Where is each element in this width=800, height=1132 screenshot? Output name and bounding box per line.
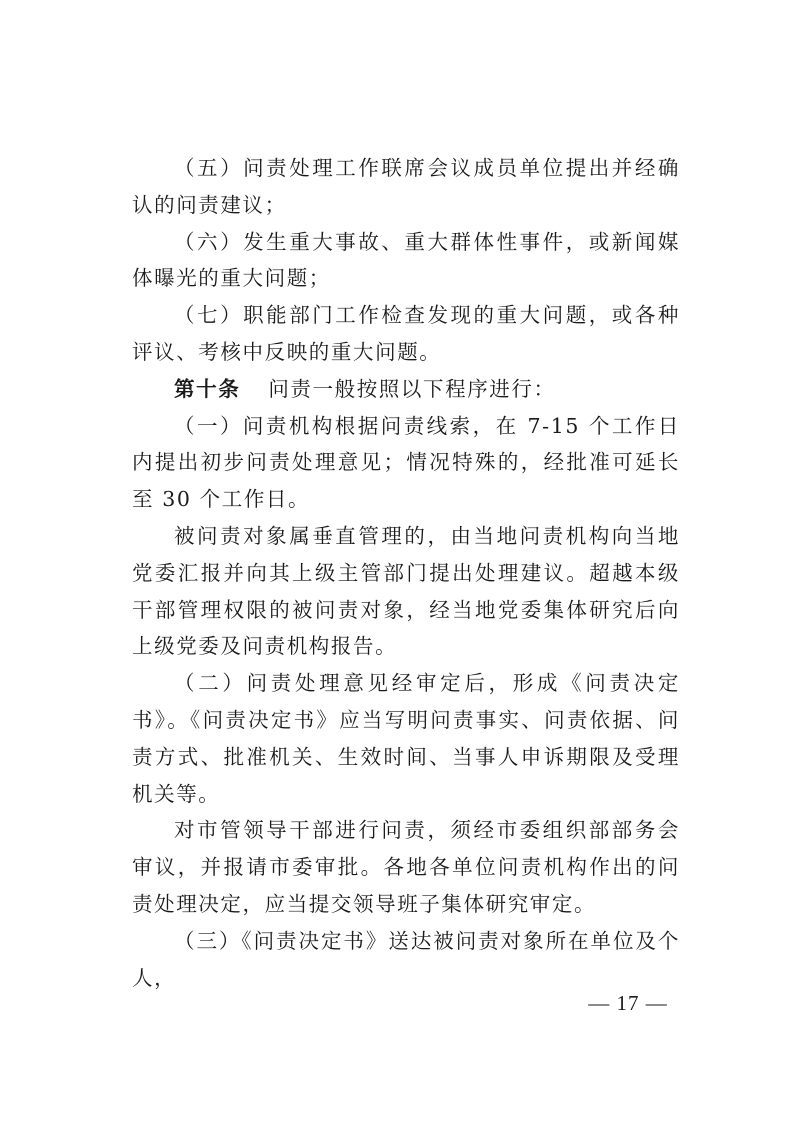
procedure-step-3: （三）《问责决定书》送达被问责对象所在单位及个人， [132,928,680,990]
paragraph-item-5: （五）问责处理工作联席会议成员单位提出并经确认的问责建议； [132,156,680,217]
article-heading: 第十条 [174,376,241,401]
procedure-step-1: （一）问责机构根据问责线索，在 7-15 个工作日内提出初步问责处理意见；情况特殊的，经批准可延长至 30 个工作日。 [132,413,680,512]
procedure-step-2: （二）问责处理意见经审定后，形成《问责决定书》。《问责决定书》应当写明问责事实、问责依据、问责方式、批准机关、生效时间、当事人申诉期限及受理机关等。 [132,671,680,806]
article-10-paragraph [132,371,680,408]
vertical-management-paragraph: 被问责对象属垂直管理的，由当地问责机构向当地党委汇报并向其上级主管部门提出处理建议。超越本级干部管理权限的被问责对象，经当地党委集体研究后向上级党委及问责机构报告。 [132,523,680,659]
article-10-text: 问责一般按照以下程序进行： [268,376,556,401]
body-text [132,150,680,996]
city-cadre-paragraph: 对市管领导干部进行问责，须经市委组织部部务会审议，并报请市委审批。各地各单位问责机构作出的问责处理决定，应当提交领导班子集体研究审定。 [132,818,680,916]
page-number: — 17 — [588,991,668,1015]
paragraph-item-7: （七）职能部门工作检查发现的重大问题，或各种评议、考核中反映的重大问题。 [132,303,680,364]
paragraph-item-6: （六）发生重大事故、重大群体性事件，或新闻媒体曝光的重大问题； [132,229,680,291]
